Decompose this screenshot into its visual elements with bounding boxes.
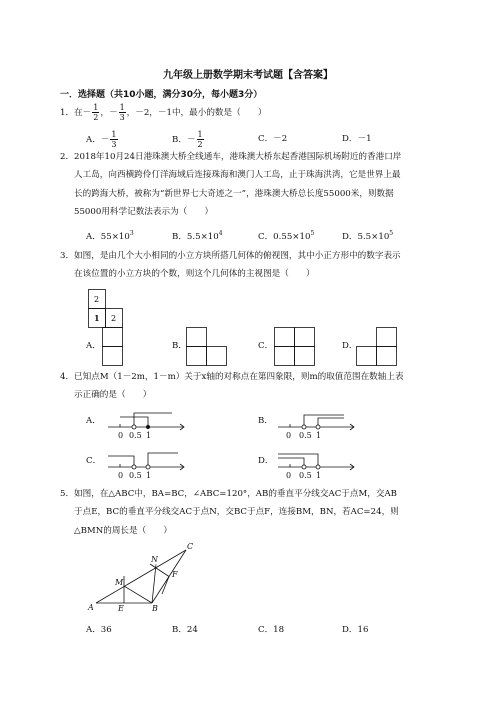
svg-text:0.5: 0.5: [129, 471, 142, 480]
point-f-label: F: [172, 570, 178, 579]
q3-option-b-label[interactable]: B．: [172, 341, 187, 351]
q4-option-d-number-line[interactable]: [270, 447, 360, 481]
q2-option-b[interactable]: B．$5.5\times 10^4$: [172, 230, 223, 242]
q5-line-1: 5．如图，在△ABC中，BA=BC，∠ABC=120°，AB的垂直平分线交AC于点M，交AB: [60, 489, 397, 499]
svg-text:0.5: 0.5: [129, 431, 142, 440]
point-e-label: E: [118, 604, 124, 613]
q4-line-1: 4．已知点M（1－2m，1－m）关于x轴的对称点在第四象限，则m的取值范围在数轴上表: [60, 372, 404, 382]
q5-line-2: 于点E，BC的垂直平分线交AC于点N，交BC于点F，连接BM，BN，若AC=24，则: [74, 507, 399, 517]
q1-prefix: 1．在－: [60, 108, 92, 118]
point-n-label: N: [151, 555, 158, 564]
section-heading: 一．选择题（共10小题，满分30分，每小题3分）: [60, 90, 263, 100]
point-b-label: B: [152, 604, 158, 613]
q4-option-c-label[interactable]: C．: [86, 456, 102, 466]
svg-text:0: 0: [286, 471, 292, 480]
q5-option-b[interactable]: B．24: [172, 625, 198, 635]
q5-line-3: △BMN的周长是（ ）: [74, 526, 172, 536]
q3-option-d-label[interactable]: D．: [342, 341, 358, 351]
q3-option-c-figure[interactable]: [274, 327, 316, 367]
q2-line-2: 人工岛，向西横跨伶仃洋海域后连接珠海和澳门人工岛，止于珠海洪湾，它是世界上最: [74, 170, 401, 180]
svg-text:1: 1: [146, 431, 152, 440]
q1-mid: ，: [100, 108, 109, 118]
grid-value-bottom-right: 2: [111, 314, 117, 323]
q4-option-a-number-line[interactable]: [100, 407, 190, 441]
svg-text:0.5: 0.5: [299, 431, 312, 440]
svg-text:0.5: 0.5: [299, 471, 312, 480]
svg-text:0: 0: [286, 431, 292, 440]
q1-suffix: ，－2，－1中，最小的数是（ ）: [126, 108, 267, 118]
point-c-label: C: [187, 542, 194, 551]
q4-option-a-label[interactable]: A．: [86, 416, 101, 426]
q1-option-c[interactable]: C．－2: [258, 134, 288, 144]
point-a-label: A: [88, 603, 94, 612]
q3-option-d-figure[interactable]: [356, 327, 398, 367]
q1-option-b[interactable]: B．－ $\frac{1}{2}$: [172, 130, 203, 149]
q3-option-c-label[interactable]: C．: [258, 341, 274, 351]
q2-option-c[interactable]: C．$0.55\times 10^5$: [258, 230, 315, 242]
q1-fraction-1: $\frac{1}{2}$: [93, 103, 99, 122]
q2-line-3: 长的跨海大桥，被称为“新世界七大奇迹之一”，港珠澳大桥总长度55000米，则数据: [74, 189, 394, 199]
q4-option-b-number-line[interactable]: [270, 407, 360, 441]
q3-option-a-figure[interactable]: [102, 327, 124, 367]
q1-stem: 1．在－ $\frac{1}{2}$ ，－ $\frac{1}{3}$ ，－2，－1中，最小的数是（ ）: [60, 103, 267, 122]
page-title: 九年级上册数学期末考试题【含答案】: [163, 70, 333, 81]
q2-line-1: 2．2018年10月24日港珠澳大桥全线通车，港珠澳大桥东起香港国际机场附近的香港口岸: [60, 152, 402, 162]
q2-line-4: 55000用科学记数法表示为（ ）: [74, 207, 214, 217]
svg-text:1: 1: [316, 471, 322, 480]
q3-option-b-figure[interactable]: [186, 327, 228, 367]
grid-value-bottom-left: 1: [94, 313, 100, 323]
q5-option-d[interactable]: D．16: [342, 625, 369, 635]
grid-value-top: 2: [94, 295, 100, 304]
q4-option-b-label[interactable]: B．: [258, 416, 273, 426]
q2-option-d[interactable]: D．$5.5\times 10^5$: [342, 230, 394, 242]
q3-line-1: 3．如图，是由几个大小相同的小立方块所搭几何体的俯视图，其中小正方形中的数字表示: [60, 251, 401, 261]
q2-option-a[interactable]: A．$55\times 10^3$: [86, 230, 134, 242]
q3-option-a-label[interactable]: A．: [86, 341, 101, 351]
svg-text:1: 1: [146, 471, 152, 480]
q5-option-a[interactable]: A．36: [86, 625, 112, 635]
point-m-label: M: [115, 578, 124, 587]
q1-fraction-2: $\frac{1}{3}$: [119, 103, 125, 122]
q4-option-d-label[interactable]: D．: [258, 456, 274, 466]
svg-text:0: 0: [118, 471, 124, 480]
q5-option-c[interactable]: C．18: [258, 625, 285, 635]
svg-text:0: 0: [118, 431, 124, 440]
svg-text:1: 1: [316, 431, 322, 440]
q1-option-d[interactable]: D．－1: [342, 134, 372, 144]
q3-top-view-grid: [88, 289, 138, 329]
q5-triangle-figure: [88, 540, 208, 614]
q4-option-c-number-line[interactable]: [100, 447, 190, 481]
q1-option-a[interactable]: A．－ $\frac{1}{3}$: [86, 130, 117, 149]
q4-line-2: 示正确的是（ ）: [74, 390, 152, 400]
q3-line-2: 在该位置的小立方块的个数，则这个几何体的主视图是（ ）: [74, 269, 315, 279]
